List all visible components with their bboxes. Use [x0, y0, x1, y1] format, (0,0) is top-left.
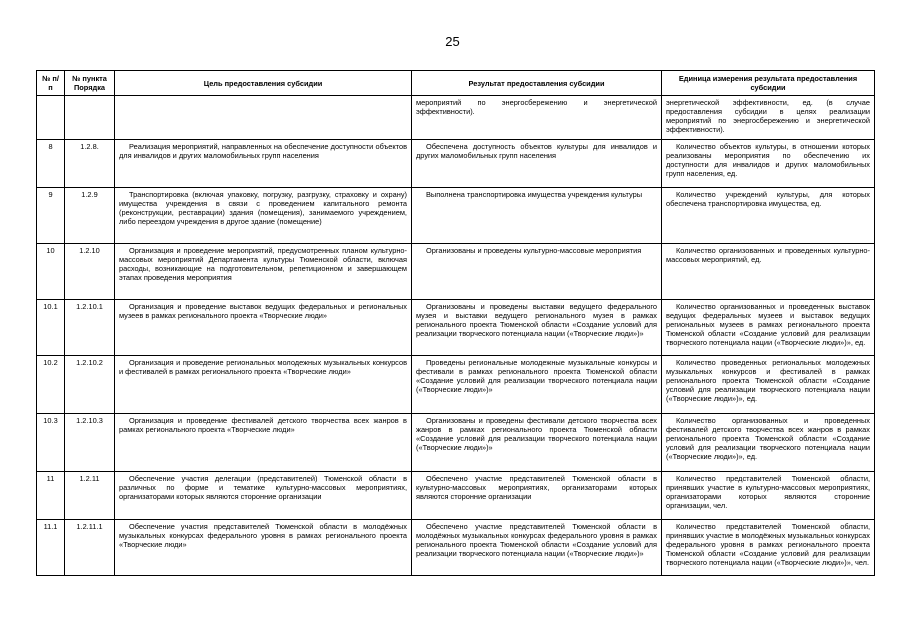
row-unit: Количество представителей Тюменской области, принявших участие в культурно-массовых мероприятиях, организаторами которых являются сторонние организации, чел.	[666, 474, 870, 510]
row-unit: Количество учреждений культуры, для которых обеспечена транспортировка имущества, ед.	[666, 190, 870, 208]
row-item	[65, 96, 115, 140]
row-num: 10	[37, 244, 65, 300]
table-row	[37, 472, 875, 520]
row-goal: Организация и проведение региональных молодежных музыкальных конкурсов и фестивалей в рамках регионального проекта «Творческие люди»	[119, 358, 407, 376]
row-item: 1.2.11.1	[65, 520, 115, 576]
row-goal: Организация и проведение мероприятий, предусмотренных планом культурно-массовых мероприятий Департамента культуры Тюменской области, включая расходы, возникающие на подготовительном, репетиционном и завершающем этапах проведения мероприятия	[119, 246, 407, 282]
header-num: № п/п	[37, 71, 65, 96]
table-row	[37, 520, 875, 576]
row-item: 1.2.11	[65, 472, 115, 520]
row-num: 10.2	[37, 356, 65, 414]
row-item: 1.2.8.	[65, 140, 115, 188]
header-item: № пункта Порядка	[65, 71, 115, 96]
row-item: 1.2.9	[65, 188, 115, 244]
row-unit: Количество организованных и проведенных выставок ведущих федеральных музеев и выставок ведущих региональных музеев в рамках регионального проекта Тюменской области «Создание условий для реализации творческого потенциала нации («Творческие люди»)», ед.	[666, 302, 870, 347]
row-item: 1.2.10.1	[65, 300, 115, 356]
row-unit: Количество объектов культуры, в отношении которых реализованы мероприятия по обеспечению их доступности для инвалидов и других маломобильных групп населения, ед.	[666, 142, 870, 178]
subsidy-table	[36, 70, 875, 576]
row-item: 1.2.10	[65, 244, 115, 300]
row-result: Проведены региональные молодежные музыкальные конкурсы и фестивали в рамках регионального проекта Тюменской области «Создание условий для реализации творческого потенциала нации («Творческие люди»)»	[416, 358, 657, 394]
row-num	[37, 96, 65, 140]
row-unit: Количество проведенных региональных молодежных музыкальных конкурсов и фестивалей в рамках регионального проекта Тюменской области «Создание условий для реализации творческого потенциала нации («Творческие люди»)», ед.	[666, 358, 870, 403]
page-number: 25	[445, 34, 460, 49]
table-header-row	[37, 71, 875, 96]
row-goal	[115, 96, 412, 140]
row-item: 1.2.10.2	[65, 356, 115, 414]
row-goal: Организация и проведение выставок ведущих федеральных и региональных музеев в рамках регионального проекта «Творческие люди»	[119, 302, 407, 320]
row-unit: Количество представителей Тюменской области, принявших участие в молодёжных музыкальных конкурсах федерального уровня в рамках регионального проекта Тюменской области «Создание условий для реализации творческого потенциала нации («Творческие люди»)», чел.	[666, 522, 870, 567]
row-unit: Количество организованных и проведенных фестивалей детского творчества всех жанров в рамках регионального проекта Тюменской области «Создание условий для реализации творческого потенциала нации («Творческие люди»)», ед.	[666, 416, 870, 461]
row-num: 10.3	[37, 414, 65, 472]
table-row	[37, 140, 875, 188]
row-result: Организованы и проведены выставки ведущего федерального музея и выставки ведущего регионального музея в рамках регионального проекта Тюменской области «Создание условий для реализации творческого потенциала нации («Творческие люди»)»	[416, 302, 657, 338]
row-goal: Организация и проведение фестивалей детского творчества всех жанров в рамках регионального проекта «Творческие люди»	[119, 416, 407, 434]
row-result: Организованы и проведены фестивали детского творчества всех жанров в рамках регионального проекта Тюменской области «Создание условий для реализации творческого потенциала нации («Творческие люди»)»	[416, 416, 657, 452]
row-goal: Обеспечение участия представителей Тюменской области в молодёжных музыкальных конкурсах федерального уровня в рамках регионального проекта «Творческие люди»	[119, 522, 407, 549]
table-row	[37, 244, 875, 300]
row-num: 11	[37, 472, 65, 520]
row-item: 1.2.10.3	[65, 414, 115, 472]
table-row	[37, 300, 875, 356]
row-num: 9	[37, 188, 65, 244]
table-row	[37, 188, 875, 244]
row-result: Выполнена транспортировка имущества учреждения культуры	[426, 190, 643, 199]
row-goal: Транспортировка (включая упаковку, погрузку, разгрузку, страховку и охрану) имущества учреждения в связи с проведением капитального ремонта (реконструкции, реставрации) здания (помещения), занимаемого учреждением, либо переездом учреждения в другое здание (помещение)	[119, 190, 407, 226]
row-goal: Реализация мероприятий, направленных на обеспечение доступности объектов для инвалидов и других маломобильных групп населения	[119, 142, 407, 160]
row-unit: Количество организованных и проведенных культурно-массовых мероприятий, ед.	[666, 246, 870, 264]
row-result: Обеспечена доступность объектов культуры для инвалидов и других маломобильных групп населения	[416, 142, 657, 160]
row-result: Обеспечено участие представителей Тюменской области в молодёжных музыкальных конкурсах федерального уровня в рамках регионального проекта Тюменской области «Создание условий для реализации творческого потенциала нации («Творческие люди»)»	[416, 522, 657, 558]
row-num: 8	[37, 140, 65, 188]
row-result: Обеспечено участие представителей Тюменской области в культурно-массовых мероприятиях, организаторами которых являются сторонние организации	[416, 474, 657, 501]
header-unit: Единица измерения результата предоставления субсидии	[662, 71, 875, 96]
header-goal: Цель предоставления субсидии	[115, 71, 412, 96]
table-row	[37, 414, 875, 472]
table-row	[37, 96, 875, 140]
row-goal: Обеспечение участия делегации (представителей) Тюменской области в различных по форме и тематике культурно-массовых мероприятиях, организаторами которых являются сторонние организации	[119, 474, 407, 501]
header-result: Результат предоставления субсидии	[412, 71, 662, 96]
row-num: 10.1	[37, 300, 65, 356]
table-row	[37, 356, 875, 414]
row-num: 11.1	[37, 520, 65, 576]
row-result: мероприятий по энергосбережению и энергетической эффективности).	[412, 96, 662, 140]
row-result: Организованы и проведены культурно-массовые мероприятия	[426, 246, 642, 255]
row-unit: энергетической эффективности, ед. (в случае предоставления субсидии в целях реализации мероприятий по энергосбережению и энергетической эффективности).	[662, 96, 875, 140]
